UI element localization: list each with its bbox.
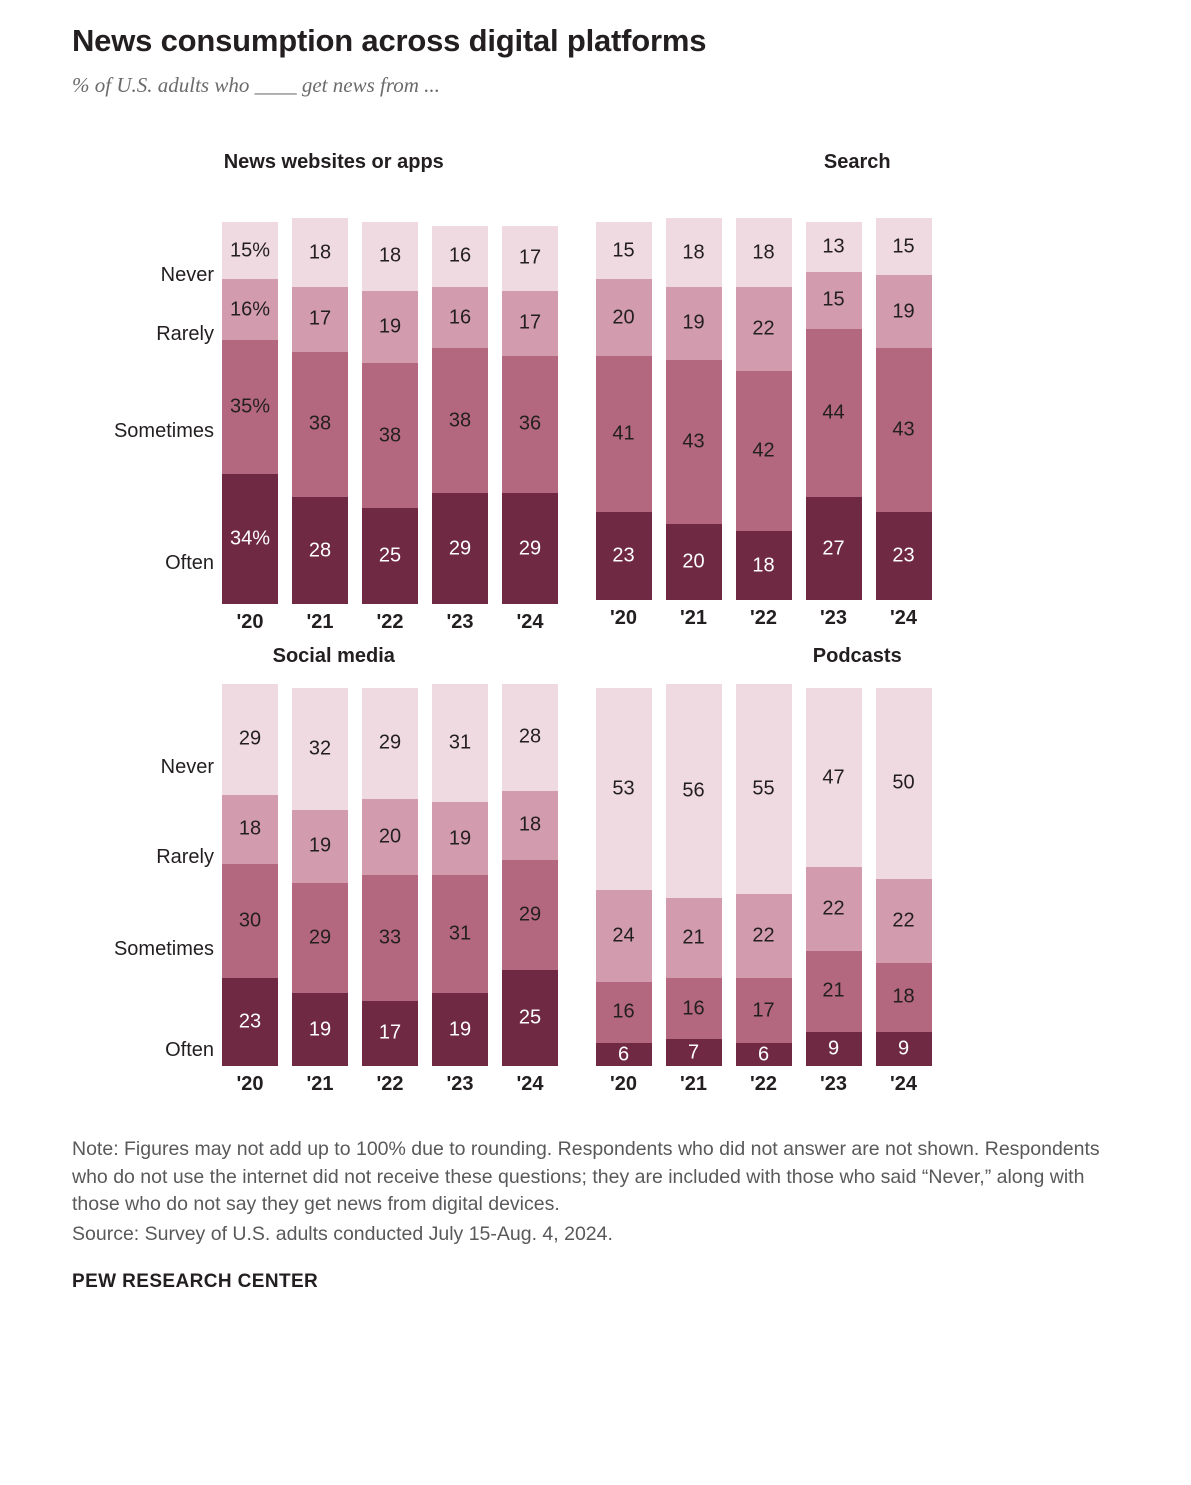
bar-segment-never [876, 218, 932, 275]
bar-segment-sometimes [806, 951, 862, 1031]
bar-value-label: 56 [682, 779, 705, 802]
brand-label: PEW RESEARCH CENTER [72, 1270, 319, 1292]
bar-segment-often [596, 1043, 652, 1066]
bar-segment-rarely [362, 799, 418, 875]
bar-value-label: 19 [448, 1018, 472, 1041]
bar-group [222, 684, 558, 1066]
bar-value-label: 43 [892, 418, 915, 441]
category-label-often: Often [165, 1039, 214, 1062]
bar-value-label: 13 [822, 235, 845, 258]
bar-value-label: 28 [518, 725, 542, 748]
bar-segment-never [736, 218, 792, 287]
x-axis-tick-label: '21 [679, 1072, 707, 1095]
bar-value-label: 44 [822, 401, 845, 424]
bar-segment-rarely [666, 287, 722, 360]
bar-segment-often [502, 970, 558, 1066]
bar-column [876, 218, 932, 600]
chart-panel-search [596, 150, 1120, 634]
bar-value-label: 53 [612, 777, 635, 800]
bar-value-label: 36 [518, 412, 542, 435]
bar-column [666, 684, 722, 1066]
bar-value-label: 17 [518, 311, 542, 334]
x-axis-tick-label: '22 [749, 607, 777, 630]
bar-value-label: 16 [612, 1000, 635, 1023]
bar-value-label: 42 [752, 439, 775, 462]
bar-segment-never [596, 688, 652, 890]
category-label-sometimes: Sometimes [113, 937, 214, 960]
bar-segment-never [432, 226, 488, 287]
bar-value-label: 33 [378, 926, 402, 949]
bar-segment-never [222, 684, 278, 795]
x-axis-tick-label: '20 [609, 607, 637, 630]
bar-value-label: 29 [378, 731, 402, 754]
bar-segment-sometimes [502, 356, 558, 494]
x-axis-tick-label: '21 [679, 607, 707, 630]
bar-segment-never [292, 688, 348, 810]
x-axis-tick-label: '22 [376, 610, 404, 633]
bar-column [362, 688, 418, 1066]
x-axis-tick-label: '21 [306, 1072, 334, 1095]
bar-value-label: 21 [682, 926, 705, 949]
x-axis-tick-label: '24 [516, 610, 544, 633]
bar-segment-often [666, 1039, 722, 1066]
x-axis-tick-label: '24 [516, 1072, 544, 1095]
bar-value-label: 18 [238, 817, 262, 840]
bar-segment-sometimes [362, 875, 418, 1001]
bar-segment-sometimes [292, 883, 348, 994]
bar-segment-rarely [502, 791, 558, 860]
bar-value-label: 43 [682, 430, 705, 453]
bar-segment-sometimes [292, 352, 348, 497]
bar-column [222, 222, 278, 604]
bar-segment-sometimes [432, 348, 488, 493]
bar-value-label: 18 [752, 241, 775, 264]
x-axis-tick-label: '20 [609, 1072, 637, 1095]
bar-segment-rarely [222, 795, 278, 864]
bar-column [222, 684, 278, 1066]
bar-segment-often [222, 978, 278, 1066]
bar-segment-often [806, 497, 862, 600]
bar-value-label: 16% [229, 298, 271, 321]
bar-segment-rarely [292, 287, 348, 352]
x-axis-tick-label: '20 [236, 1072, 264, 1095]
x-axis-tick-label: '22 [749, 1072, 777, 1095]
bar-segment-often [502, 493, 558, 604]
x-axis-labels [596, 1073, 932, 1096]
bar-segment-sometimes [736, 371, 792, 531]
bar-segment-often [222, 474, 278, 604]
bar-segment-rarely [502, 291, 558, 356]
bar-segment-never [806, 688, 862, 868]
bar-value-label: 6 [617, 1043, 630, 1065]
category-label-often: Often [165, 552, 214, 575]
bar-value-label: 21 [822, 979, 845, 1002]
chart-panel-news-websites [72, 150, 596, 634]
x-axis-tick-label: '23 [446, 610, 474, 633]
bar-segment-rarely [432, 287, 488, 348]
bar-value-label: 19 [308, 834, 332, 857]
bar-value-label: 17 [518, 246, 542, 269]
page-title: News consumption across digital platforms [72, 23, 707, 58]
bar-segment-often [736, 1043, 792, 1066]
bar-column [596, 222, 652, 600]
bar-segment-sometimes [876, 348, 932, 512]
bar-value-label: 23 [612, 544, 635, 567]
bar-value-label: 41 [612, 422, 635, 445]
chart-title: News websites or apps [223, 151, 444, 174]
chart-row-bottom [72, 644, 1119, 1096]
bar-value-label: 29 [448, 537, 472, 560]
bar-column [502, 226, 558, 604]
bar-segment-rarely [432, 802, 488, 875]
bar-value-label: 16 [448, 244, 472, 267]
bar-value-label: 30 [238, 909, 262, 932]
bar-value-label: 23 [892, 544, 915, 567]
bar-segment-often [292, 497, 348, 604]
bar-value-label: 20 [378, 825, 402, 848]
bar-value-label: 19 [378, 315, 402, 338]
bar-segment-rarely [806, 272, 862, 329]
bar-segment-never [432, 684, 488, 802]
bar-value-label: 9 [897, 1037, 910, 1060]
bar-segment-never [292, 218, 348, 287]
bar-value-label: 18 [518, 813, 542, 836]
bar-segment-rarely [876, 879, 932, 963]
bar-value-label: 20 [682, 550, 705, 573]
bar-value-label: 29 [308, 926, 332, 949]
bar-segment-never [362, 688, 418, 799]
bar-segment-sometimes [362, 363, 418, 508]
bar-value-label: 20 [612, 306, 635, 328]
bar-value-label: 50 [892, 771, 915, 794]
bar-segment-never [502, 684, 558, 791]
bar-segment-often [806, 1032, 862, 1066]
chart-plot [596, 218, 1120, 630]
bar-column [432, 226, 488, 604]
bar-column [806, 688, 862, 1066]
bar-value-label: 28 [308, 539, 332, 561]
x-axis-tick-label: '21 [306, 610, 334, 633]
chart-title: Podcasts [812, 644, 902, 667]
x-axis-tick-label: '23 [819, 1072, 847, 1095]
bar-segment-often [292, 993, 348, 1066]
bar-value-label: 9 [827, 1037, 840, 1060]
bar-column [806, 222, 862, 600]
bar-segment-often [876, 512, 932, 600]
bar-value-label: 34% [229, 527, 271, 550]
bar-value-label: 16 [448, 306, 472, 328]
bar-value-label: 7 [687, 1041, 700, 1064]
bar-segment-rarely [736, 894, 792, 978]
bar-segment-rarely [736, 287, 792, 371]
bar-segment-rarely [876, 275, 932, 348]
bar-segment-sometimes [596, 982, 652, 1043]
footer-note: Note: Figures may not add up to 100% due to rounding. Respondents who did not answer are not shown. Respondents who do not use the internet did not receive these questions; they are included with those who said “Never,” along with those who do not say they get news from digital devices. [72, 1137, 1100, 1216]
bar-column [666, 218, 722, 600]
bar-segment-sometimes [502, 860, 558, 971]
bar-value-label: 25 [378, 544, 402, 567]
bar-value-label: 19 [682, 311, 705, 334]
bar-column [432, 684, 488, 1066]
chart-row-top [72, 150, 1119, 634]
bar-segment-often [362, 508, 418, 604]
bar-value-label: 17 [378, 1021, 402, 1044]
bar-segment-often [362, 1001, 418, 1066]
bar-value-label: 15 [892, 235, 915, 258]
x-axis-tick-label: '22 [376, 1072, 404, 1095]
bar-segment-often [432, 993, 488, 1066]
bar-segment-often [876, 1032, 932, 1066]
x-axis-labels [596, 607, 932, 630]
bar-segment-sometimes [736, 978, 792, 1043]
bar-segment-often [736, 531, 792, 600]
bar-value-label: 24 [612, 924, 635, 947]
bar-value-label: 22 [892, 909, 915, 932]
bar-segment-never [596, 222, 652, 279]
bar-value-label: 15 [612, 239, 635, 262]
bar-segment-never [502, 226, 558, 291]
bar-value-label: 18 [378, 244, 402, 267]
chart-panel-social-media [72, 644, 596, 1096]
bar-value-label: 18 [682, 241, 705, 264]
bar-value-label: 15% [229, 239, 271, 262]
category-label-never: Never [160, 756, 214, 779]
charts-container [72, 150, 1119, 1096]
bar-group [222, 218, 558, 604]
chart-title: Search [823, 151, 891, 174]
category-label-column [72, 248, 222, 634]
bar-value-label: 19 [448, 827, 472, 850]
bar-value-label: 15 [822, 288, 845, 311]
bar-segment-rarely [596, 279, 652, 355]
bar-value-label: 17 [308, 307, 332, 330]
bar-column [736, 684, 792, 1066]
x-axis-tick-label: '23 [446, 1072, 474, 1095]
bar-group [596, 218, 932, 600]
bar-value-label: 22 [822, 897, 845, 920]
page-subtitle: % of U.S. adults who ____ get news from ... [72, 73, 440, 98]
x-axis-tick-label: '24 [889, 1072, 917, 1095]
chart-panel-podcasts [596, 644, 1120, 1096]
bar-segment-sometimes [432, 875, 488, 993]
bar-segment-rarely [362, 291, 418, 364]
x-axis-tick-label: '23 [819, 607, 847, 630]
bar-segment-never [806, 222, 862, 272]
bar-column [736, 218, 792, 600]
x-axis-labels [222, 1073, 558, 1096]
category-label-never: Never [160, 263, 214, 286]
x-axis-tick-label: '24 [889, 607, 917, 630]
bar-segment-sometimes [806, 329, 862, 497]
bar-value-label: 29 [238, 727, 262, 750]
bar-column [876, 688, 932, 1066]
bar-value-label: 6 [757, 1043, 770, 1065]
x-axis-tick-label: '20 [236, 610, 264, 633]
bar-segment-rarely [596, 890, 652, 982]
bar-segment-never [666, 684, 722, 898]
bar-column [596, 688, 652, 1066]
bar-value-label: 55 [752, 777, 775, 800]
footer-source: Source: Survey of U.S. adults conducted July 15-Aug. 4, 2024. [72, 1223, 613, 1246]
footer [72, 1136, 1119, 1249]
bar-segment-rarely [292, 810, 348, 883]
bar-value-label: 27 [822, 537, 845, 560]
bar-segment-sometimes [596, 356, 652, 513]
bar-value-label: 29 [518, 537, 542, 560]
category-label-column [72, 714, 222, 1096]
bar-segment-sometimes [222, 864, 278, 979]
bar-column [362, 222, 418, 604]
bar-value-label: 47 [822, 766, 845, 789]
bar-segment-never [222, 222, 278, 279]
bar-segment-rarely [222, 279, 278, 340]
chart-plot [72, 218, 596, 634]
bar-segment-never [666, 218, 722, 287]
category-label-sometimes: Sometimes [113, 420, 214, 443]
bar-column [502, 684, 558, 1066]
chart-plot [72, 684, 596, 1096]
bar-value-label: 29 [518, 903, 542, 926]
x-axis-labels [222, 611, 558, 634]
bar-segment-never [876, 688, 932, 879]
bar-group [596, 684, 932, 1066]
bar-segment-rarely [806, 867, 862, 951]
bar-segment-often [596, 512, 652, 600]
bar-segment-sometimes [222, 340, 278, 474]
bar-segment-often [666, 524, 722, 600]
bar-value-label: 16 [682, 997, 705, 1020]
chart-plot [596, 684, 1120, 1096]
bar-value-label: 25 [518, 1006, 542, 1029]
bar-value-label: 32 [308, 737, 332, 760]
bar-value-label: 22 [752, 317, 775, 340]
bar-segment-rarely [666, 898, 722, 978]
bar-value-label: 35% [229, 395, 271, 418]
bar-value-label: 38 [378, 424, 402, 447]
bar-value-label: 17 [752, 999, 775, 1022]
bar-column [292, 218, 348, 604]
bar-value-label: 19 [892, 300, 915, 323]
bar-segment-often [432, 493, 488, 604]
bar-value-label: 31 [448, 731, 472, 754]
bar-value-label: 18 [892, 985, 915, 1008]
category-label-rarely: Rarely [156, 323, 214, 346]
bar-segment-sometimes [666, 978, 722, 1039]
chart-title: Social media [272, 644, 395, 667]
bar-segment-never [736, 684, 792, 894]
category-label-rarely: Rarely [156, 846, 214, 869]
bar-segment-never [362, 222, 418, 291]
bar-value-label: 23 [238, 1010, 262, 1033]
bar-segment-sometimes [666, 360, 722, 524]
bar-value-label: 38 [308, 412, 332, 435]
bar-segment-sometimes [876, 963, 932, 1032]
bar-value-label: 22 [752, 924, 775, 947]
bar-value-label: 18 [752, 554, 775, 577]
bar-column [292, 688, 348, 1066]
bar-value-label: 19 [308, 1018, 332, 1041]
bar-value-label: 31 [448, 922, 472, 945]
bar-value-label: 38 [448, 409, 472, 432]
bar-value-label: 18 [308, 241, 332, 264]
